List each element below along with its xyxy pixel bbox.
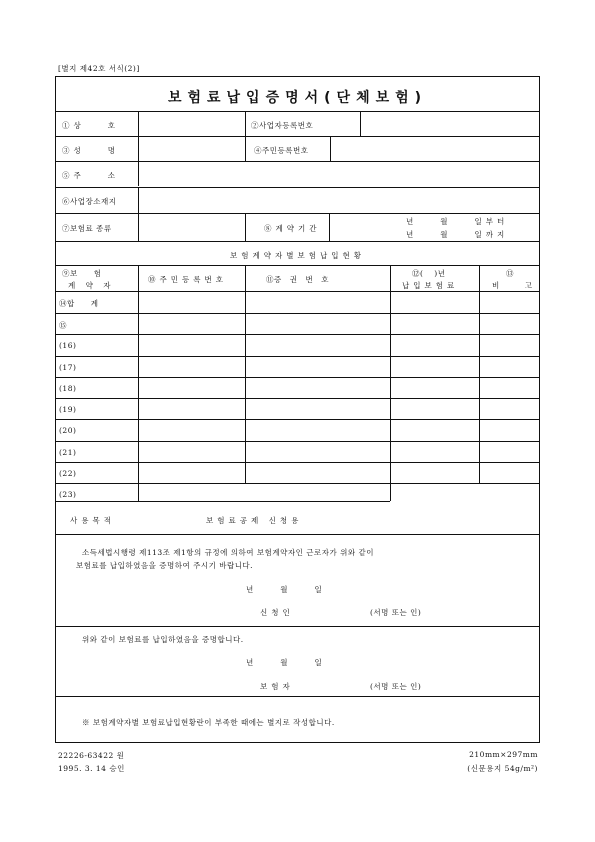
row-15: ⑮ (59, 321, 67, 330)
form-title: 보험료납입증명서(단체보험) (167, 90, 428, 106)
certify-date: 년 월 일 (246, 658, 326, 667)
certificate-form (55, 76, 540, 743)
label-business-reg-no: ②사업자등록번호 (251, 121, 314, 130)
row-17: (17) (59, 363, 77, 372)
label-company-name: ①상 호 (62, 121, 119, 130)
row-16: (16) (59, 341, 77, 350)
col-premium-1: ⑫( )년 (412, 269, 446, 278)
applicant-label: 신청인 (260, 608, 294, 617)
form-number: [별지 제42호 서식(2)] (58, 64, 140, 73)
col-remarks-num: ⑬ (506, 269, 514, 278)
row-18: (18) (59, 384, 77, 393)
col-resident-no: ⑩주민등록번호 (148, 275, 227, 284)
row-20: (20) (59, 426, 77, 435)
col-policy-no: ⑪증 권 번 호 (266, 275, 329, 284)
request-line-1: 소득세법시행령 제113조 제1항의 규정에 의하여 보험계약자인 근로자가 위와 같이 (82, 548, 374, 557)
label-resident-reg-no: ④주민등록번호 (254, 146, 309, 155)
label-name: ③성 명 (62, 146, 119, 155)
period-to: 년 월 일까지 (406, 230, 509, 239)
certify-line: 위와 같이 보험료를 납입하였음을 증명합니다. (82, 635, 244, 644)
label-address: ⑤주 소 (62, 171, 119, 180)
request-line-2: 보험료를 납입하였음을 증명하여 주시기 바랍니다. (76, 561, 254, 570)
purpose-label: 사용목적 (70, 516, 115, 525)
row-23: (23) (59, 490, 77, 499)
purpose-value: 보험료공제 신청용 (206, 516, 303, 525)
approval-date: 1995. 3. 14 승인 (58, 764, 125, 773)
section-title: 보험계약자별보험납입현황 (230, 251, 365, 260)
col-policyholder-1: ⑨보 험 (62, 269, 102, 278)
row-total: ⑭합 계 (59, 299, 99, 308)
footnote: ※ 보험계약자별 보험료납입현황란이 부족한 때에는 별지로 작성합니다. (82, 718, 335, 727)
insurer-sign: (서명 또는 인) (370, 682, 422, 691)
row-19: (19) (59, 405, 77, 414)
paper-size: 210mm×297mm (469, 750, 538, 759)
row-21: (21) (59, 448, 77, 457)
label-contract-period: ⑧계약기간 (264, 224, 321, 233)
insurer-label: 보험자 (260, 682, 294, 691)
paper-type: (신문용지 54g/m²) (467, 764, 538, 773)
form-code: 22226-63422 원 (58, 751, 125, 760)
label-insurance-type: ⑦보험료 종류 (62, 224, 112, 233)
request-date: 년 월 일 (246, 585, 326, 594)
col-remarks: 비 고 (492, 281, 541, 290)
period-from: 년 월 일부터 (406, 217, 509, 226)
col-premium-2: 납입보험료 (402, 281, 459, 290)
label-business-location: ⑥사업장소재지 (62, 197, 117, 206)
applicant-sign: (서명 또는 인) (370, 608, 422, 617)
row-22: (22) (59, 469, 77, 478)
col-policyholder-2: 계 약 자 (68, 281, 115, 290)
